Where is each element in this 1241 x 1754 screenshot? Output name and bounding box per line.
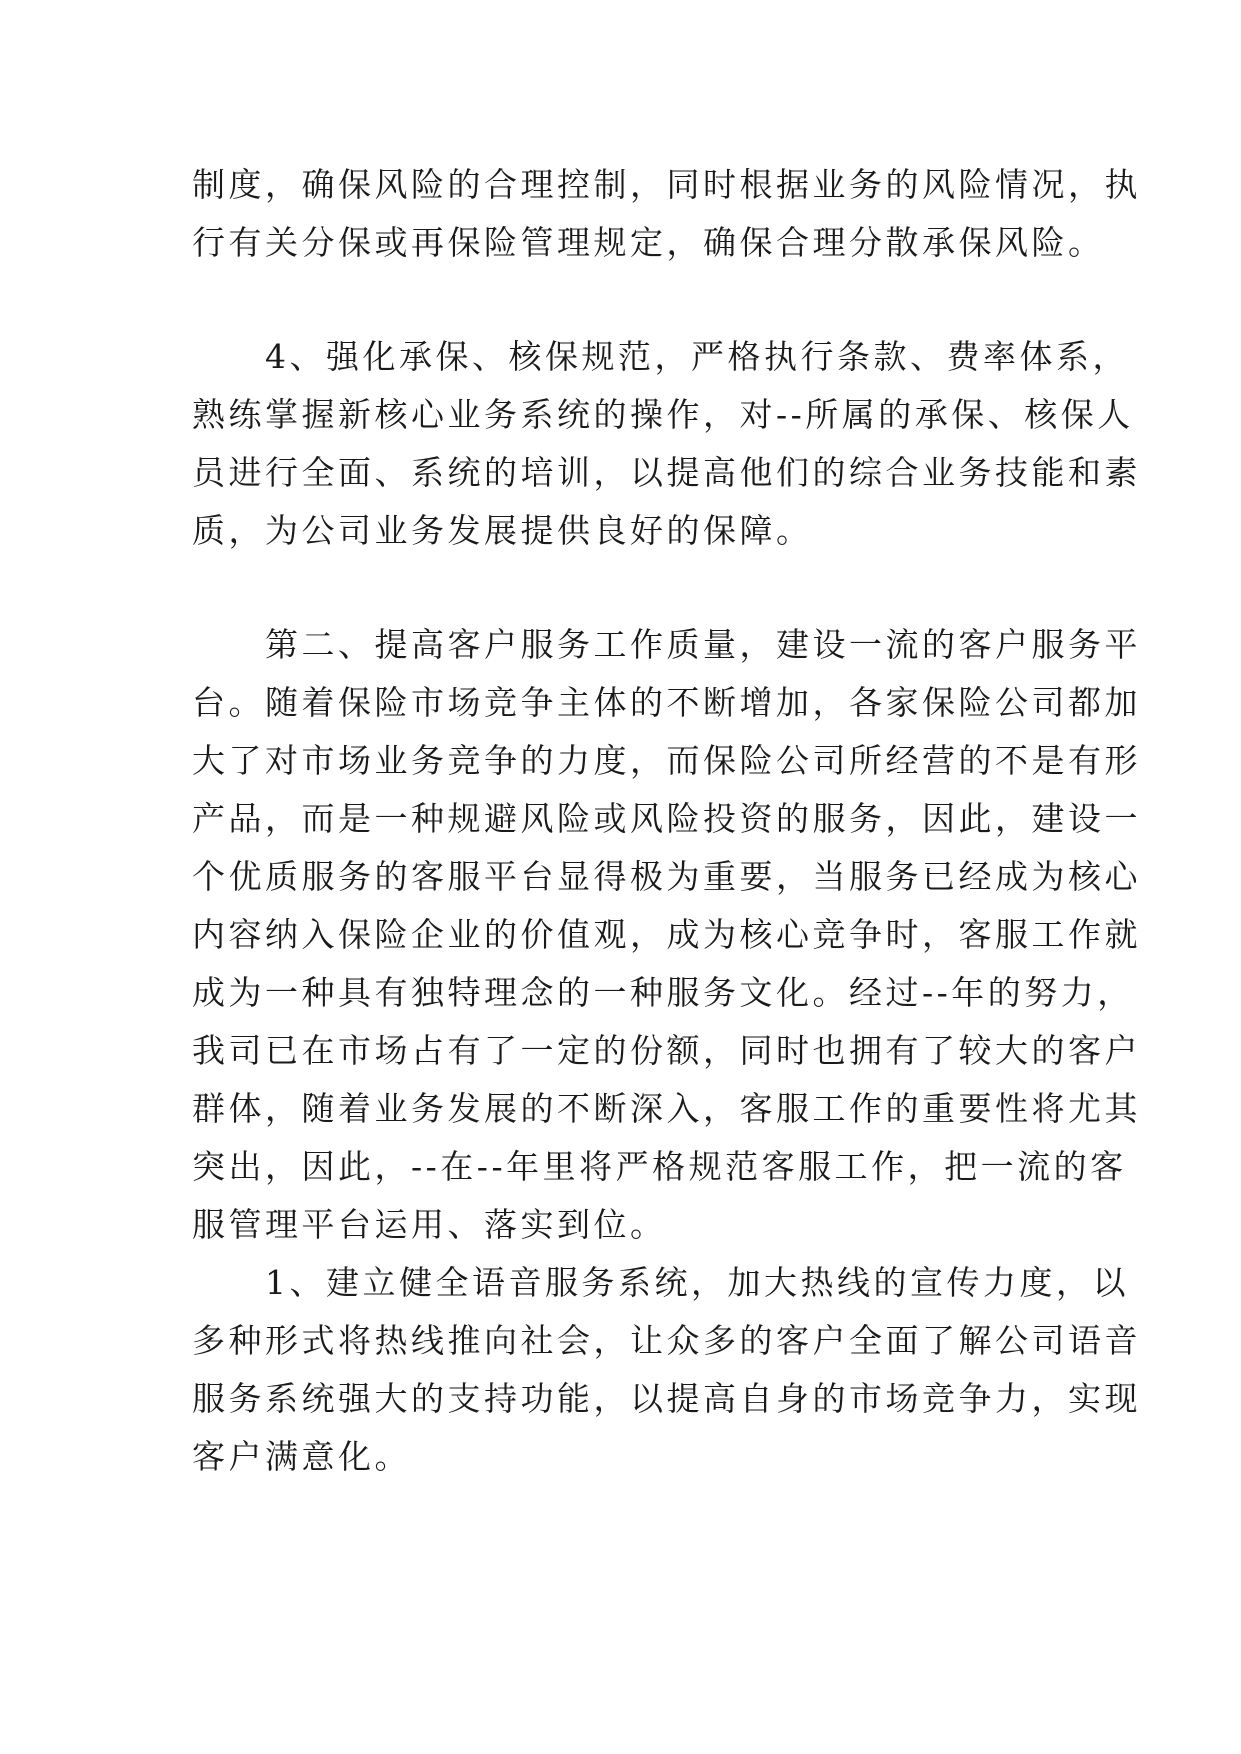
text-line: 内容纳入保险企业的价值观，成为核心竞争时，客服工作就 bbox=[192, 915, 1141, 954]
text-line: 熟练掌握新核心业务系统的操作，对--所属的承保、核保人 bbox=[192, 395, 1134, 434]
text-line: 客户满意化。 bbox=[192, 1437, 411, 1476]
text-line: 群体，随着业务发展的不断深入，客服工作的重要性将尤其 bbox=[192, 1089, 1141, 1128]
text-line: 个优质服务的客服平台显得极为重要，当服务已经成为核心 bbox=[192, 857, 1141, 896]
text-line: 多种形式将热线推向社会，让众多的客户全面了解公司语音 bbox=[192, 1321, 1141, 1360]
text-line: 产品，而是一种规避风险或风险投资的服务，因此，建设一 bbox=[192, 799, 1141, 838]
text-line: 质，为公司业务发展提供良好的保障。 bbox=[192, 511, 813, 550]
text-line: 员进行全面、系统的培训，以提高他们的综合业务技能和素 bbox=[192, 453, 1141, 492]
text-line: 台。随着保险市场竞争主体的不断增加，各家保险公司都加 bbox=[192, 683, 1141, 722]
text-line: 行有关分保或再保险管理规定，确保合理分散承保风险。 bbox=[192, 223, 1105, 262]
text-line: 我司已在市场占有了一定的份额，同时也拥有了较大的客户 bbox=[192, 1031, 1141, 1070]
text-line: 1、建立健全语音服务系统，加大热线的宣传力度，以 bbox=[192, 1263, 1129, 1302]
text-line: 大了对市场业务竞争的力度，而保险公司所经营的不是有形 bbox=[192, 741, 1141, 780]
text-line: 服务系统强大的支持功能，以提高自身的市场竞争力，实现 bbox=[192, 1379, 1141, 1418]
text-line: 第二、提高客户服务工作质量，建设一流的客户服务平 bbox=[192, 625, 1141, 664]
text-line: 4、强化承保、核保规范，严格执行条款、费率体系， bbox=[192, 337, 1129, 376]
text-line: 突出，因此，--在--年里将严格规范客服工作，把一流的客 bbox=[192, 1147, 1127, 1186]
text-line: 成为一种具有独特理念的一种服务文化。经过--年的努力， bbox=[192, 973, 1134, 1012]
text-line: 服管理平台运用、落实到位。 bbox=[192, 1205, 667, 1244]
text-line: 制度，确保风险的合理控制，同时根据业务的风险情况，执 bbox=[192, 165, 1141, 204]
